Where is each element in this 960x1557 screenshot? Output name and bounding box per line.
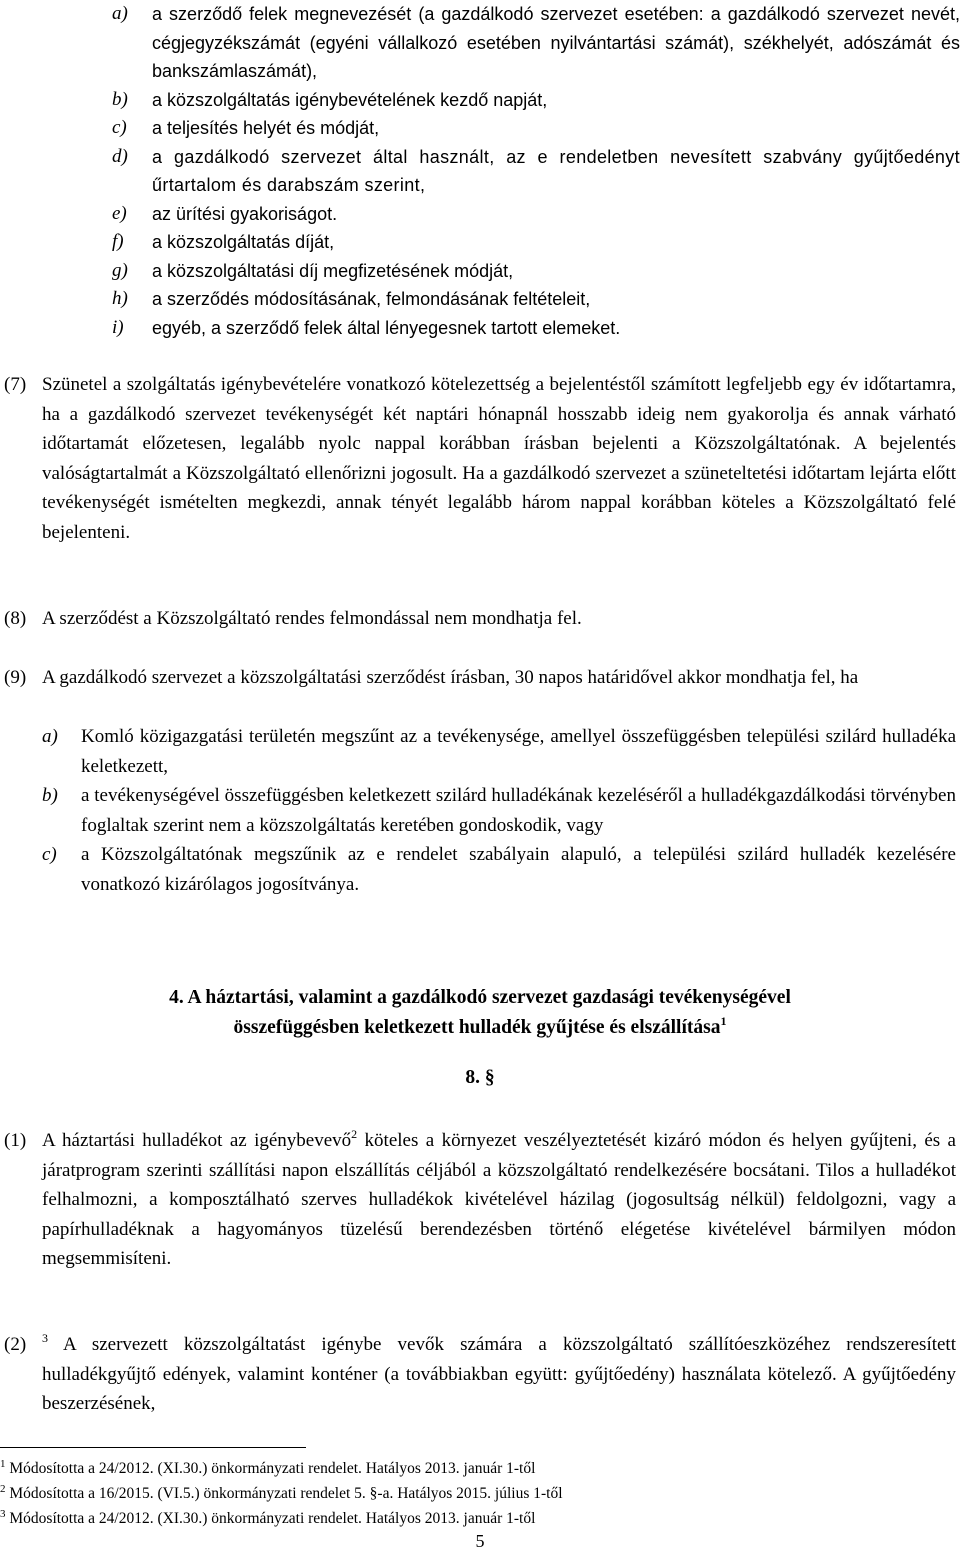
footnote-mark: 3: [0, 1508, 6, 1520]
footnote-mark: 1: [0, 1458, 6, 1470]
footnote-2: [0, 1481, 960, 1506]
chapter-heading: [40, 983, 920, 1043]
list-text: Komló közigazgatási területén megszűnt az a tevékenysége, amellyel összefüggésben települési szilárd hulladéka keletkezett,: [81, 726, 956, 777]
paragraph-number: (9): [4, 667, 27, 688]
termination-conditions-list: [42, 722, 956, 899]
contract-contents-list: [112, 0, 960, 342]
list-text: az ürítési gyakoriságot.: [152, 203, 338, 224]
footnote-ref[interactable]: 3: [42, 1331, 48, 1345]
footnote-ref[interactable]: 1: [720, 1014, 727, 1028]
list-item: [112, 0, 960, 86]
list-label: c): [42, 844, 57, 865]
list-label: b): [42, 785, 58, 806]
paragraph-text: Szünetel a szolgáltatás igénybevételére vonatkozó kötelezettség a bejelentéstől számított legfeljebb egy év időtartamra, ha a gazdálkodó szervezet tevékenységét két naptári hónapnál hosszabb ideig nem gyakorolja és annak várható időtartamát előzetesen, legalább nyolc nappal korábban írásban bejelenti a Közszolgáltatónak. A bejelentés valóságtartalmát a Közszolgáltató ellenőrizni jogosult. Ha a gazdálkodó szervezet a szüneteltetési időtartam lejárta előtt tevékenységét ismételten megkezdi, annak tényét legalább három nappal korábban köteles a Közszolgáltató felé bejelenteni.: [42, 374, 956, 543]
footnote-mark: 2: [0, 1483, 6, 1495]
list-item: [112, 200, 960, 229]
paragraph-text: A gazdálkodó szervezet a közszolgáltatási szerződést írásban, 30 napos határidővel akkor mondhatja fel, ha: [42, 667, 859, 688]
list-label: d): [112, 145, 128, 167]
section-number: 8. §: [465, 1067, 495, 1088]
list-item: [112, 285, 960, 314]
footnotes: [0, 1456, 960, 1531]
paragraph-text-part-2: köteles a környezet veszélyeztetését kizáró módon és helyen gyűjteni, és a járatprogram szerinti szállítási napon elszállítás céljából a közszolgáltató rendelkezésére bocsátani. Tilos a hulladékot felhalmozni, a komposztálható szerves hulladékok kivételével házilag (jogosultság nélkül) feldolgozni, vagy a papírhulladéknak a hagyományos tüzelésű berendezésben történő elégetése kivételével bármilyen módon megsemmisíteni.: [42, 1130, 956, 1269]
list-text: egyéb, a szerződő felek által lényegesnek tartott elemeket.: [152, 317, 621, 338]
list-text: a teljesítés helyét és módját,: [152, 118, 380, 138]
chapter-heading-line-2-text: összefüggésben keletkezett hulladék gyűjtése és elszállítása: [233, 1017, 721, 1038]
list-text: a szerződés módosításának, felmondásának feltételeit,: [152, 289, 591, 309]
paragraph-text-part-1: A háztartási hulladékot az igénybevevő: [42, 1130, 352, 1151]
list-label: h): [112, 288, 128, 309]
list-text: a közszolgáltatás igénybevételének kezdő napját,: [152, 89, 548, 110]
paragraph-text-part: A szervezett közszolgáltatást igénybe vevők számára a közszolgáltató szállítóeszközéhez rendszeresített hulladékgyűjtő edények, valamint konténer (a továbbiakban együtt: gyűjtőedény) használata kötelező. A gyűjtőedény beszerzésének,: [42, 1334, 956, 1414]
list-item: [112, 228, 960, 257]
list-label: i): [112, 316, 124, 338]
paragraph-8: [4, 604, 956, 634]
list-item: [42, 840, 956, 899]
footnote-text: Módosította a 24/2012. (XI.30.) önkormányzati rendelet. Hatályos 2013. január 1-től: [9, 1460, 536, 1477]
paragraph-number: (7): [4, 374, 27, 395]
list-text: a Közszolgáltatónak megszűnik az e rendelet szabályain alapuló, a települési szilárd hulladék kezelésére vonatkozó kizárólagos jogosítványa.: [81, 844, 956, 895]
section-8-paragraph-2: [4, 1330, 956, 1419]
list-label: a): [42, 726, 58, 747]
list-item: [112, 114, 960, 143]
chapter-heading-line-2: [40, 1013, 920, 1043]
footnote-3: [0, 1506, 960, 1531]
section-8-paragraph-1: [4, 1126, 956, 1274]
list-label: b): [112, 88, 128, 110]
footnote-1: [0, 1456, 960, 1481]
footnote-text: Módosította a 24/2012. (XI.30.) önkormányzati rendelet. Hatályos 2013. január 1-től: [9, 1510, 536, 1527]
list-label: a): [112, 3, 128, 24]
list-text: a közszolgáltatási díj megfizetésének módját,: [152, 260, 514, 281]
paragraph-9: [4, 663, 956, 693]
list-label: e): [112, 202, 127, 224]
paragraph-text: [42, 1330, 956, 1419]
footnote-ref[interactable]: 2: [351, 1127, 358, 1141]
list-item: [112, 143, 960, 200]
page-number: 5: [475, 1531, 485, 1551]
list-label: g): [112, 259, 128, 281]
list-item: [112, 314, 960, 343]
paragraph-number: (2): [4, 1334, 27, 1355]
paragraph-text: A szerződést a Közszolgáltató rendes felmondással nem mondhatja fel.: [42, 608, 582, 629]
paragraph-text: [42, 1126, 956, 1274]
list-text: a tevékenységével összefüggésben keletkezett szilárd hulladékának kezeléséről a hulladékgazdálkodási törvényben foglaltak szerint nem a közszolgáltatás keretében gondoskodik, vagy: [81, 785, 956, 836]
list-label: c): [112, 117, 127, 138]
list-item: [42, 781, 956, 840]
list-text: a közszolgáltatás díját,: [152, 232, 335, 252]
list-item: [42, 722, 956, 781]
chapter-heading-line-1: 4. A háztartási, valamint a gazdálkodó szervezet gazdasági tevékenységével: [169, 987, 791, 1008]
paragraph-number: (1): [4, 1130, 27, 1151]
list-label: f): [112, 231, 124, 252]
footnote-text: Módosította a 16/2015. (VI.5.) önkormányzati rendelet 5. §-a. Hatályos 2015. július 1-től: [9, 1485, 563, 1502]
list-item: [112, 86, 960, 115]
list-item: [112, 257, 960, 286]
paragraph-7: [4, 370, 956, 547]
footnote-separator: [0, 1447, 306, 1448]
list-text: a gazdálkodó szervezet által használt, az e rendeletben nevesített szabvány gyűjtőedényt űrtartalom és darabszám szerint,: [152, 146, 960, 195]
paragraph-number: (8): [4, 608, 27, 629]
list-text: a szerződő felek megnevezését (a gazdálkodó szervezet esetében: a gazdálkodó szervezet nevét, cégjegyzékszámát (egyéni vállalkozó esetében nyilvántartási számát), székhelyét, adószámát és bankszámlaszámát),: [152, 4, 960, 81]
